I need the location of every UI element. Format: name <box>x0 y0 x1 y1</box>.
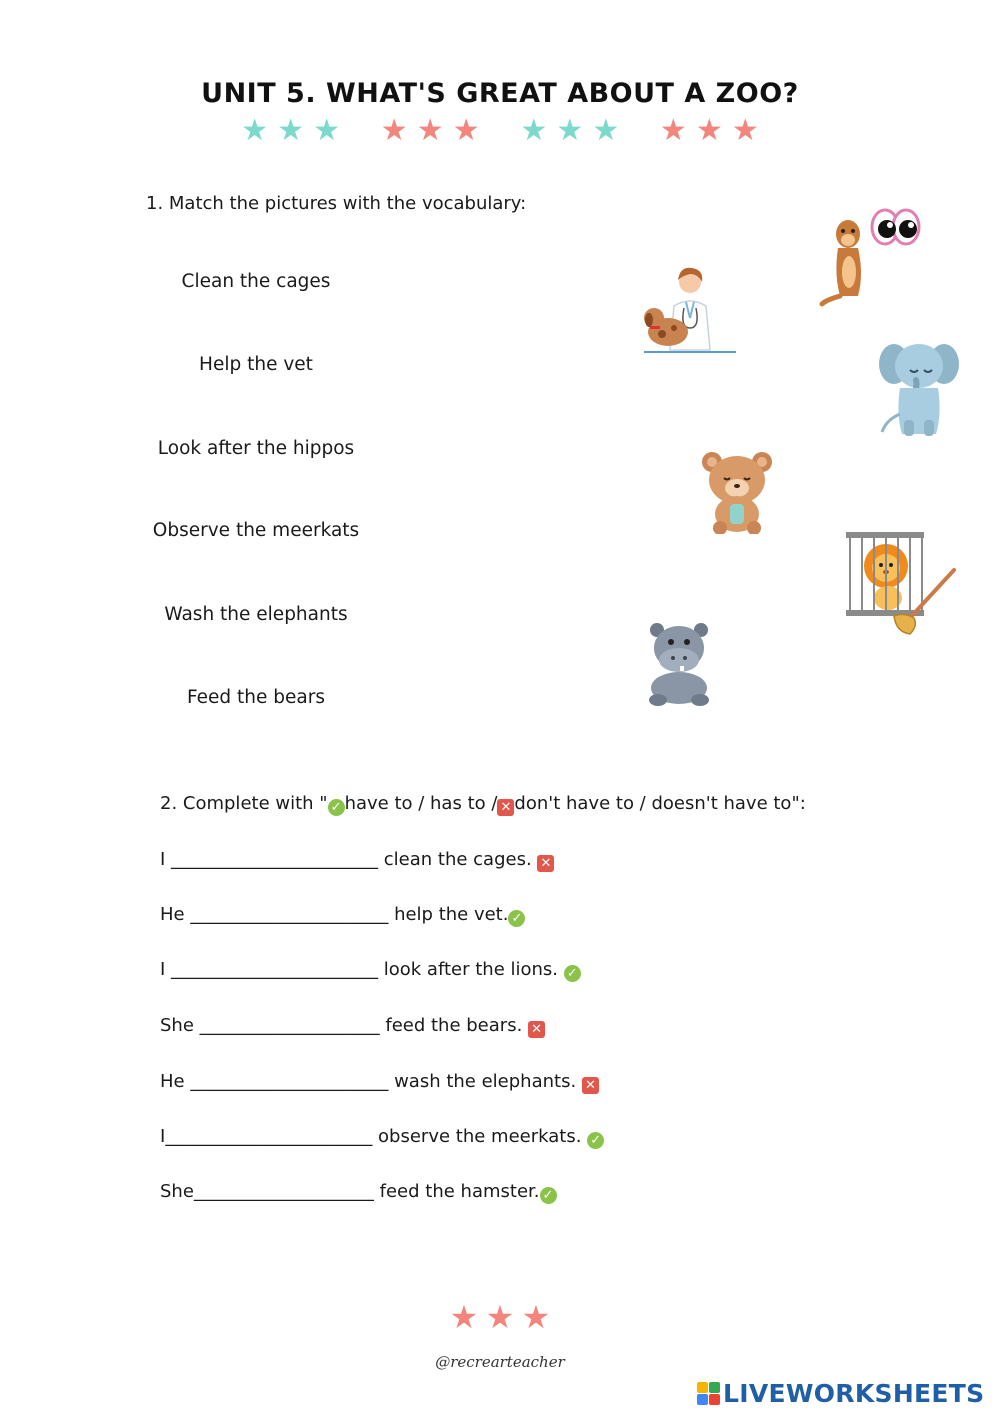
answer-blank[interactable]: ______________________ <box>190 1071 389 1092</box>
sentence-3 <box>160 959 581 982</box>
vocab-item[interactable]: Clean the cages <box>181 271 331 292</box>
sentence-subject: I <box>160 959 172 980</box>
instruction-affirmative: have to / has to / <box>344 793 498 814</box>
vocab-item[interactable]: Wash the elephants <box>164 604 348 625</box>
star-icon: ★ <box>416 113 444 148</box>
answer-blank[interactable]: ____________________ <box>199 1015 380 1036</box>
sentence-2 <box>160 904 525 927</box>
vocab-item[interactable]: Observe the meerkats <box>152 520 360 541</box>
hippo-picture[interactable] <box>644 620 714 708</box>
cross-icon: ✕ <box>537 855 554 872</box>
lion-in-cage-with-broom-picture[interactable] <box>842 530 958 638</box>
star-icon: ★ <box>452 113 480 148</box>
star-group-coral-2 <box>655 113 763 148</box>
sentence-subject: She <box>160 1181 194 1202</box>
sentence-7 <box>160 1181 557 1204</box>
cross-icon: ✕ <box>528 1021 545 1038</box>
answer-blank[interactable]: ____________________ <box>193 1181 374 1202</box>
meerkat-with-eyes-picture[interactable] <box>818 204 924 310</box>
star-icon: ★ <box>449 1298 479 1336</box>
star-icon: ★ <box>313 113 341 148</box>
star-group-teal-2 <box>516 113 624 148</box>
sentence-rest: wash the elephants. <box>388 1071 582 1092</box>
star-icon: ★ <box>592 113 620 148</box>
answer-blank[interactable]: _______________________ <box>171 959 379 980</box>
sentence-subject: She <box>160 1015 200 1036</box>
decorative-stars-row <box>0 113 1000 148</box>
star-icon: ★ <box>520 113 548 148</box>
liveworksheets-logo-icon <box>697 1382 720 1405</box>
star-icon: ★ <box>695 113 723 148</box>
sentence-rest: clean the cages. <box>378 849 538 870</box>
liveworksheets-wordmark: LIVEWORKSHEETS <box>723 1378 985 1408</box>
instruction-negative: don't have to / doesn't have to": <box>514 793 806 814</box>
footer-stars <box>0 1298 1000 1336</box>
sentence-rest: feed the bears. <box>379 1015 529 1036</box>
bear-picture[interactable] <box>700 450 774 534</box>
cross-icon: ✕ <box>582 1077 599 1094</box>
cross-icon: ✕ <box>497 799 514 816</box>
vet-with-dog-picture[interactable] <box>640 262 740 356</box>
sentence-rest: feed the hamster. <box>373 1181 540 1202</box>
sentence-rest: observe the meerkats. <box>372 1126 588 1147</box>
sentence-subject: He <box>160 1071 191 1092</box>
vocab-item[interactable]: Help the vet <box>199 354 313 375</box>
sentence-1 <box>160 849 554 872</box>
sentence-5 <box>160 1071 599 1094</box>
answer-blank[interactable]: ______________________ <box>190 904 389 925</box>
answer-blank[interactable]: _______________________ <box>165 1126 373 1147</box>
star-icon: ★ <box>659 113 687 148</box>
worksheet-title: UNIT 5. WHAT'S GREAT ABOUT A ZOO? <box>201 78 799 109</box>
exercise2-instruction <box>160 793 806 816</box>
answer-blank[interactable]: _______________________ <box>171 849 379 870</box>
star-icon: ★ <box>485 1298 515 1336</box>
check-icon: ✓ <box>587 1132 604 1149</box>
vocab-item[interactable]: Look after the hippos <box>157 438 355 459</box>
check-icon: ✓ <box>328 799 345 816</box>
star-icon: ★ <box>521 1298 551 1336</box>
sentence-rest: look after the lions. <box>378 959 564 980</box>
sentence-4 <box>160 1015 545 1038</box>
exercise1-instruction: 1. Match the pictures with the vocabulary: <box>146 193 527 214</box>
sentence-subject: I <box>160 849 172 870</box>
star-icon: ★ <box>731 113 759 148</box>
sentence-rest: help the vet. <box>388 904 509 925</box>
star-icon: ★ <box>277 113 305 148</box>
sentence-subject: He <box>160 904 191 925</box>
star-icon: ★ <box>556 113 584 148</box>
sentence-6 <box>160 1126 604 1149</box>
star-group-teal-1 <box>237 113 345 148</box>
star-icon: ★ <box>241 113 269 148</box>
sentence-subject: I <box>160 1126 166 1147</box>
instruction-prefix: 2. Complete with " <box>160 793 328 814</box>
star-icon: ★ <box>380 113 408 148</box>
star-group-coral-1 <box>376 113 484 148</box>
check-icon: ✓ <box>564 965 581 982</box>
author-signature: @recrearteacher <box>435 1353 565 1371</box>
check-icon: ✓ <box>508 910 525 927</box>
elephant-picture[interactable] <box>878 334 962 440</box>
liveworksheets-brand[interactable] <box>697 1378 984 1408</box>
check-icon: ✓ <box>540 1187 557 1204</box>
vocab-item[interactable]: Feed the bears <box>187 687 325 708</box>
